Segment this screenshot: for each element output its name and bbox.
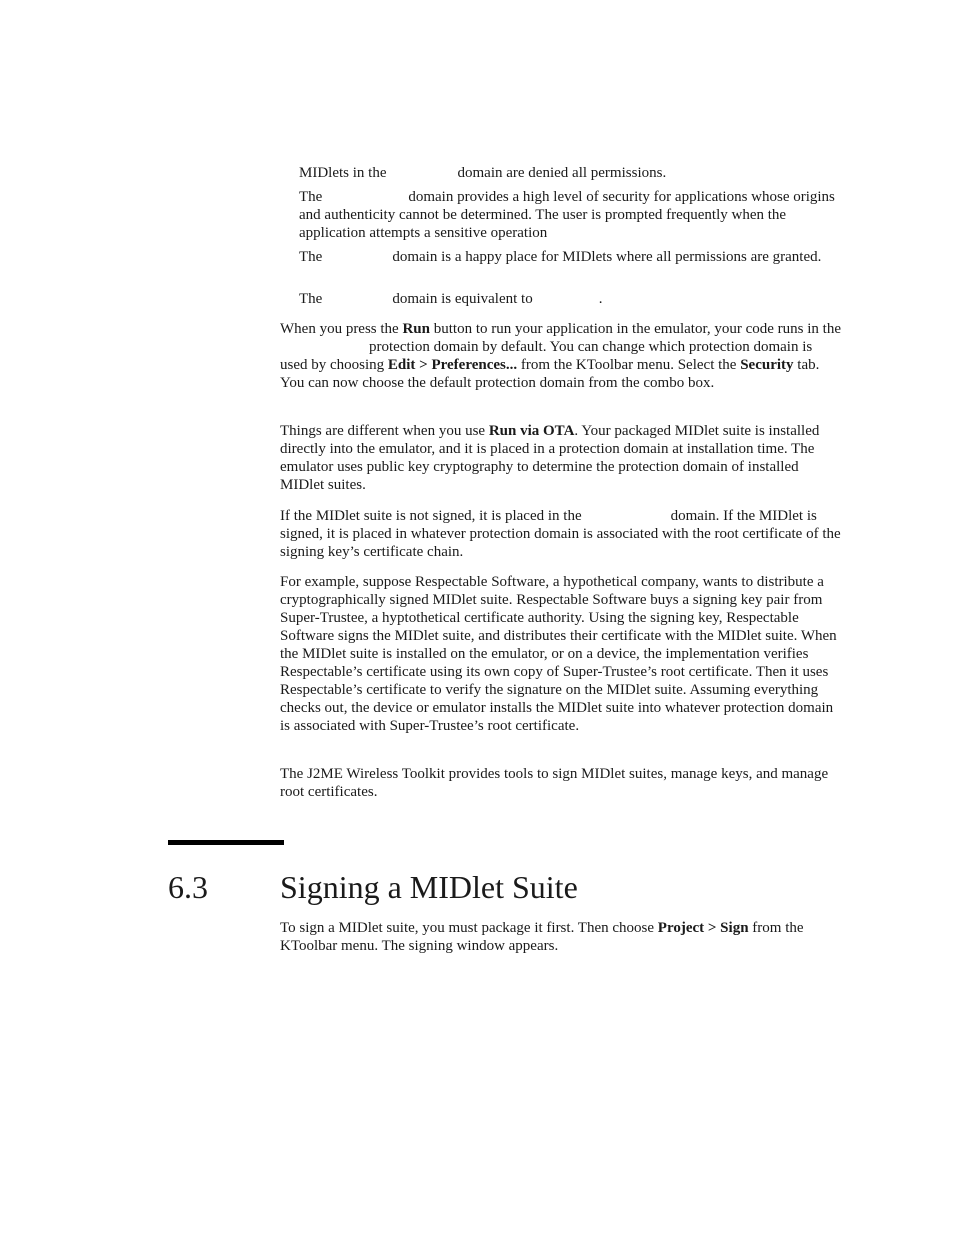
run-via-ota-term: Run via OTA <box>488 423 575 439</box>
edit-preferences-term: Edit > Preferences... <box>387 357 518 373</box>
trusted-domain-item: The domain provides a high level of security for applications whose origins and authenticity cannot be determined. The user is prompted frequently when the application attempts a sensitive operation <box>299 189 835 241</box>
run-paragraph: When you press the Run button to run your application in the emulator, your code runs in theprotection domain by default. You can change which protection domain is used by choosing Edit > Preferences... from the KToolbar menu. Select the Security tab. You can now choose the default protection domain from the combo box. <box>280 321 841 391</box>
signed-paragraph: If the MIDlet suite is not signed, it is placed in the domain. If the MIDlet is signed, it is placed in whatever protection domain is associated with the root certificate of the signing key’s certificate chain. <box>280 508 841 560</box>
section-number: 6.3 <box>168 869 208 905</box>
minimum-domain-item: The domain is a happy place for MIDlets where all permissions are granted. <box>299 249 822 265</box>
sign-paragraph: To sign a MIDlet suite, you must package it first. Then choose Project > Sign from the KToolbar menu. The signing window appears. <box>280 920 804 954</box>
project-sign-term: Project > Sign <box>657 920 749 936</box>
security-term: Security <box>740 357 794 373</box>
toolkit-paragraph: The J2ME Wireless Toolkit provides tools to sign MIDlet suites, manage keys, and manage root certificates. <box>280 766 829 800</box>
section-title: Signing a MIDlet Suite <box>280 869 578 905</box>
maximum-domain-item: The domain is equivalent to . <box>299 291 603 307</box>
example-paragraph: For example, suppose Respectable Software, a hypothetical company, wants to distribute a cryptographically signed MIDlet suite. Respectable Software buys a signing key pair from Super-Trustee, a hyptothetical certificate authority. Using the signing key, Respectable Software signs the MIDlet suite, and distributes their certificate with the MIDlet suite. When the MIDlet suite is installed on the emulator, or on a device, the implementation verifies Respectable’s certificate using its own copy of Super-Trustee’s root certificate. Then it uses Respectable’s certificate to verify the signature on the MIDlet suite. Assuming everything checks out, the device or emulator installs the MIDlet suite into whatever protection domain is associated with Super-Trustee’s root certificate. <box>280 574 837 734</box>
ota-paragraph: Things are different when you use Run via OTA. Your packaged MIDlet suite is installed directly into the emulator, and it is placed in a protection domain at installation time. The emulator uses public key cryptography to determine the protection domain of installed MIDlet suites. <box>280 423 820 493</box>
run-term: Run <box>402 321 430 337</box>
section-rule <box>168 840 284 845</box>
untrusted-domain-item: MIDlets in the domain are denied all permissions. <box>299 165 667 181</box>
